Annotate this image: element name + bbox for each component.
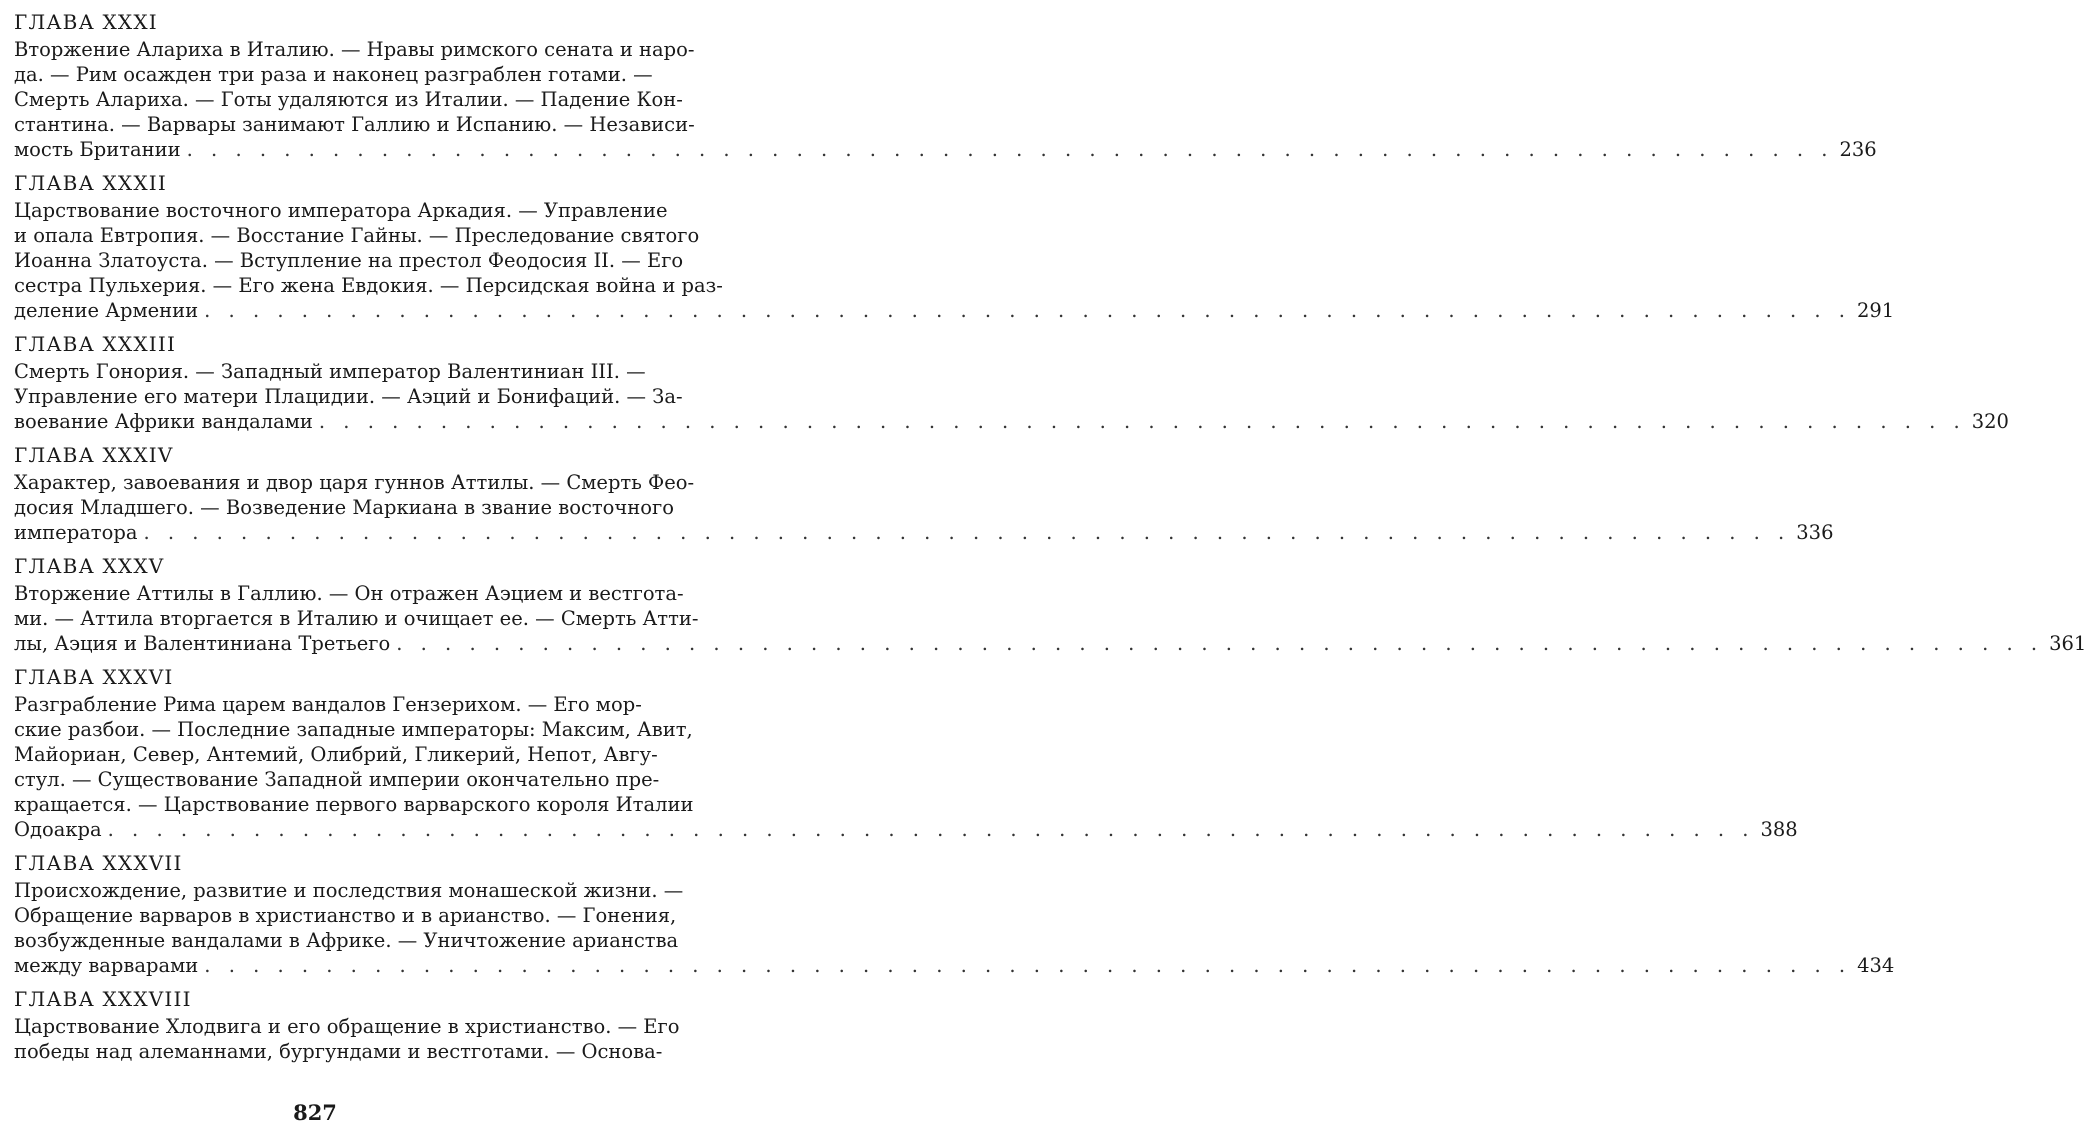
chapter-heading: ГЛАВА XXXIII [14, 332, 177, 356]
chapter-summary-line: Иоанна Златоуста. — Вступление на престол Феодосия II. — Его [14, 249, 684, 272]
chapter-summary-line: Смерть Алариха. — Готы удаляются из Италии. — Падение Кон- [14, 88, 683, 111]
chapter-summary-line: стантина. — Варвары занимают Галлию и Испанию. — Независи- [14, 113, 695, 136]
chapter-summary-line: победы над алеманнами, бургундами и вестготами. — Основа- [14, 1040, 663, 1063]
chapter-summary-last-line [14, 953, 1895, 978]
dot-leader [319, 409, 1966, 434]
chapter-summary-line: кращается. — Царствование первого варварского короля Италии [14, 793, 694, 816]
chapter-summary-line: сестра Пульхерия. — Его жена Евдокия. — Персидская война и раз- [14, 274, 723, 297]
chapter-entry [14, 441, 1834, 545]
dot-leader [204, 298, 1851, 323]
chapter-summary-last-line [14, 520, 1834, 545]
chapter-summary-line: и опала Евтропия. — Восстание Гайны. — Преследование святого [14, 224, 700, 247]
chapter-summary-last-line [14, 817, 1798, 842]
chapter-page-number: 320 [1971, 410, 2009, 433]
chapter-entry [14, 849, 1895, 978]
chapter-entry [14, 985, 680, 1064]
table-of-contents [14, 8, 2086, 1071]
chapter-summary-line: досия Младшего. — Возведение Маркиана в звание восточного [14, 496, 674, 519]
chapter-heading: ГЛАВА XXXV [14, 554, 165, 578]
page-number: 827 [293, 1100, 337, 1125]
chapter-page-number: 434 [1857, 954, 1895, 977]
chapter-summary-last-line [14, 298, 1895, 323]
chapter-heading: ГЛАВА XXXIV [14, 443, 174, 467]
summary-text: между варварами [14, 954, 199, 977]
chapter-entry [14, 663, 1798, 842]
chapter-summary-line: ми. — Аттила вторгается в Италию и очищает ее. — Смерть Атти- [14, 607, 699, 630]
chapter-entry [14, 8, 1877, 162]
summary-text: Одоакра [14, 818, 102, 841]
chapter-page-number: 336 [1796, 521, 1834, 544]
chapter-summary-line: ские разбои. — Последние западные императоры: Максим, Авит, [14, 718, 693, 741]
chapter-heading: ГЛАВА XXXVII [14, 851, 183, 875]
chapter-summary-line: Обращение варваров в христианство и в арианство. — Гонения, [14, 904, 677, 927]
chapter-summary-last-line [14, 631, 2086, 656]
chapter-heading: ГЛАВА XXXI [14, 10, 158, 34]
chapter-summary-line: Разграбление Рима царем вандалов Гензерихом. — Его мор- [14, 693, 642, 716]
chapter-summary-line: Смерть Гонория. — Западный император Валентиниан III. — [14, 360, 646, 383]
summary-text: воевание Африки вандалами [14, 410, 313, 433]
summary-text: императора [14, 521, 138, 544]
chapter-summary-line: да. — Рим осажден три раза и наконец разграблен готами. — [14, 63, 653, 86]
summary-text: деление Армении [14, 299, 199, 322]
chapter-summary-line: Характер, завоевания и двор царя гуннов Аттилы. — Смерть Фео- [14, 471, 695, 494]
dot-leader [143, 520, 1790, 545]
chapter-summary-line: возбужденные вандалами в Африке. — Уничтожение арианства [14, 929, 679, 952]
summary-text: лы, Аэция и Валентиниана Третьего [14, 632, 391, 655]
chapter-summary-last-line [14, 137, 1877, 162]
chapter-summary-line: Царствование Хлодвига и его обращение в христианство. — Его [14, 1015, 680, 1038]
chapter-summary-line: Майориан, Север, Антемий, Олибрий, Гликерий, Непот, Авгу- [14, 743, 658, 766]
chapter-summary-line: Вторжение Аттилы в Галлию. — Он отражен Аэцием и вестгота- [14, 582, 684, 605]
dot-leader [187, 137, 1834, 162]
chapter-summary-line: Царствование восточного императора Аркадия. — Управление [14, 199, 668, 222]
dot-leader [108, 817, 1755, 842]
chapter-summary-line: стул. — Существование Западной империи окончательно пре- [14, 768, 660, 791]
chapter-heading: ГЛАВА XXXVIII [14, 987, 192, 1011]
summary-text: мость Британии [14, 138, 181, 161]
chapter-page-number: 236 [1839, 138, 1877, 161]
chapter-entry [14, 169, 1895, 323]
dot-leader [396, 631, 2043, 656]
chapter-heading: ГЛАВА XXXVI [14, 665, 174, 689]
chapter-page-number: 361 [2049, 632, 2086, 655]
chapter-page-number: 291 [1856, 299, 1895, 322]
chapter-heading: ГЛАВА XXXII [14, 171, 167, 195]
chapter-summary-last-line [14, 409, 2009, 434]
chapter-entry [14, 330, 2009, 434]
chapter-summary-line: Происхождение, развитие и последствия монашеской жизни. — [14, 879, 684, 902]
chapter-page-number: 388 [1760, 818, 1798, 841]
chapter-entry [14, 552, 2086, 656]
chapter-summary-line: Управление его матери Плацидии. — Аэций и Бонифаций. — За- [14, 385, 683, 408]
dot-leader [204, 953, 1851, 978]
chapter-summary-line: Вторжение Алариха в Италию. — Нравы римского сената и наро- [14, 38, 695, 61]
